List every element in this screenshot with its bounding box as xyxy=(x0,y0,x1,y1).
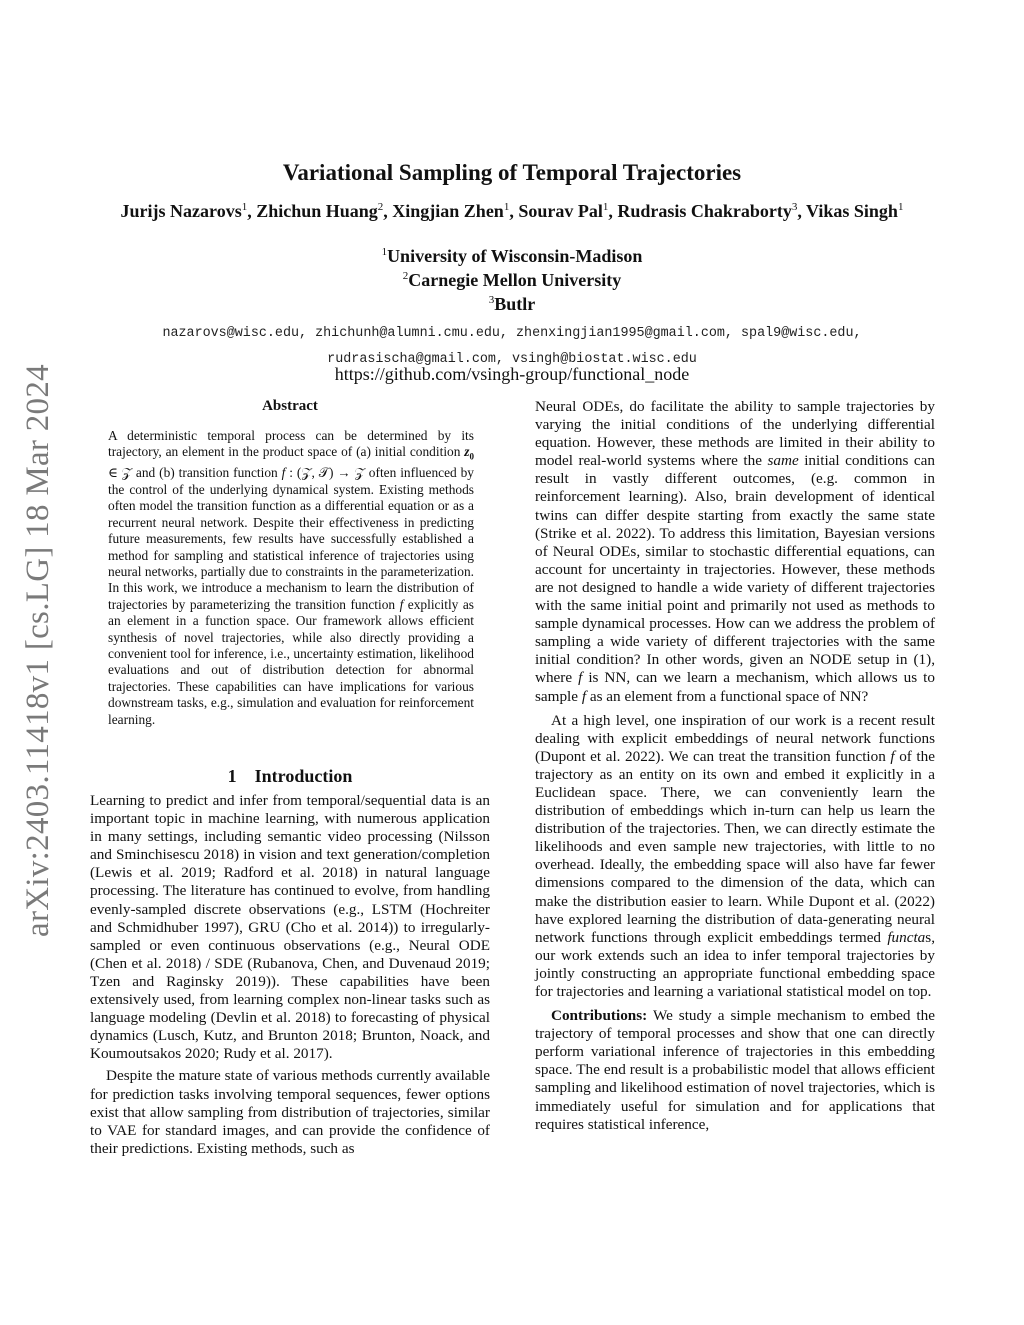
emphasis-functa: functa xyxy=(887,928,926,946)
abstract-part-3: : (𝒵, 𝒯) → 𝒵 often influenced by the control of the underlying dynamical system. Existing methods often model the transition function as a differential equation or as a recurrent neural network. Despite their effectiveness in predicting future measurements, few results have successfully established a method for sampling and statistical inference of trajectories using neural networks, partially due to constraints in the parameterization. In this work, we introduce a mechanism to learn the distribution of trajectories by parameterizing the transition function xyxy=(108,465,475,612)
text-run: Neural ODEs, do facilitate the ability to sample trajectories by varying the initial conditions of the underlying differential equation. However, these methods are limited in their ability to model real-world systems where the xyxy=(535,398,935,470)
author-1: Jurijs Nazarovs xyxy=(120,201,242,221)
text-run: as an element from a functional space of NN? xyxy=(586,687,869,705)
abstract-heading: Abstract xyxy=(262,398,318,414)
emails-line-2: rudrasischa@gmail.com, vsingh@biostat.wisc.edu xyxy=(327,352,697,367)
math-z: z xyxy=(464,444,470,460)
affiliation-1-name: University of Wisconsin-Madison xyxy=(387,246,643,266)
text-run: is NN, can we learn a mechanism, which allows us to sample xyxy=(535,669,935,705)
author-list xyxy=(100,200,924,223)
math-f: f xyxy=(890,747,895,765)
affiliation-1-number: 1 xyxy=(381,246,388,258)
affiliation-2 xyxy=(0,270,1024,291)
right-paragraph-3 xyxy=(535,1007,935,1134)
author-2-affiliation: 2 xyxy=(377,201,384,213)
arxiv-identifier: arXiv:2403.11418v1 [cs.LG] 18 Mar 2024 xyxy=(19,363,56,937)
affiliation-2-number: 2 xyxy=(402,270,409,282)
emphasis-same: same xyxy=(767,452,799,470)
section-number: 1 xyxy=(227,766,237,786)
author-5-affiliation: 3 xyxy=(791,201,798,213)
right-column-body xyxy=(535,398,935,1134)
section-heading-introduction xyxy=(90,766,490,787)
abstract-part-1: A deterministic temporal process can be determined by its trajectory, an element in the product space of (a) initial condition xyxy=(108,428,474,460)
abstract-part-4: explicitly as an element in a function space. Our framework allows efficient synthesis of novel trajectories, while also directly providing a convenient tool for inference, i.e., uncertainty estimation, likelihood evaluations and out of distribution detection for abnormal trajectories. These capabilities can have implications for various downstream tasks, e.g., simulation and evaluation for reinforcement learning. xyxy=(108,596,474,727)
right-paragraph-2 xyxy=(535,712,935,1002)
author-3: , Xingjian Zhen xyxy=(383,201,504,221)
author-3-affiliation: 1 xyxy=(503,201,510,213)
text-run: of the trajectory as an entity on its own and embed it explicitly in a Euclidean space. There, we can conveniently learn the distribution of embeddings which in-turn can help us learn the distribution of the trajectories. Then, we can directly estimate the likelihoods and even sample new trajectories, with little to no overhead. Ideally, the embedding space will also have far fewer dimensions compared to the dimension of the data, which can make the distribution easier to learn. While Dupont et al. (2022) have explored learning the distribution of data-generating neural network functions through explicit embeddings termed xyxy=(535,747,935,946)
arxiv-stamp xyxy=(8,340,68,960)
author-4-affiliation: 1 xyxy=(602,201,609,213)
section-title: Introduction xyxy=(254,766,353,786)
author-4: , Sourav Pal xyxy=(509,201,603,221)
intro-paragraph-2: Despite the mature state of various methods currently available for prediction tasks involving temporal sequences, fewer options exist that allow sampling from distribution of trajectories, similar to VAE for standard images, and can provide the confidence of their predictions. Existing methods, such as xyxy=(90,1067,490,1157)
emails-line-1: nazarovs@wisc.edu, zhichunh@alumni.cmu.edu, zhenxingjian1995@gmail.com, spal9@wisc.edu, xyxy=(162,326,862,341)
text-run: At a high level, one inspiration of our work is a recent result dealing with explicit embeddings of neural network functions (Dupont et al. 2022). We can treat the transition function xyxy=(535,711,935,765)
abstract-text xyxy=(108,428,474,728)
math-z0 xyxy=(464,444,474,463)
contributions-label: Contributions: xyxy=(551,1007,648,1025)
paper-title: Variational Sampling of Temporal Trajectories xyxy=(282,160,742,185)
abstract-part-2: ∈ 𝒵 and (b) transition function xyxy=(108,465,282,481)
author-1-affiliation: 1 xyxy=(241,201,248,213)
math-f: f xyxy=(281,465,286,481)
affiliation-3-name: Butlr xyxy=(494,294,536,314)
author-5: , Rudrasis Chakraborty xyxy=(608,201,792,221)
text-run: s, our work extends such an idea to infer temporal trajectories by jointly constructing an appropriate functional embedding space for trajectories and learning a variational statistical model on top. xyxy=(535,928,935,1000)
text-run: We study a simple mechanism to embed the trajectory of temporal processes and show that one can directly perform variational inference of trajectories in this embedding space. The end result is a probabilistic model that allows efficient sampling and likelihood estimation of novel trajectories, which is immediately useful for simulation and for applications that requires statistical inference, xyxy=(535,1007,935,1133)
affiliation-2-name: Carnegie Mellon University xyxy=(408,270,622,290)
affiliation-3 xyxy=(0,294,1024,315)
intro-paragraph-1: Learning to predict and infer from temporal/sequential data is an important topic in machine learning, with numerous application in many settings, including semantic video processing (Nilsson and Sminchisescu 2018) in vision and text generation/completion (Lewis et al. 2019; Radford et al. 2018) in natural language processing. The literature has continued to evolve, from handling evenly-sampled discrete observations (e.g., LSTM (Hochreiter and Schmidhuber 1997), GRU (Cho et al. 2014)) to irregularly-sampled or even continuous observations (e.g., Neural ODE (Chen et al. 2018) / SDE (Rubanova, Chen, and Duvenaud 2019; Tzen and Raginsky 2019)). These capabilities have been extensively used, from learning complex non-linear tasks such as language modeling (Devlin et al. 2018) to forecasting of physical dynamics (Lusch, Kutz, and Brunton 2018; Brunton, Noack, and Koumoutsakos 2020; Rudy et al. 2017). xyxy=(90,792,490,1063)
github-link[interactable]: https://github.com/vsingh-group/functional_node xyxy=(334,364,690,384)
affiliation-3-number: 3 xyxy=(488,294,495,306)
affiliation-1 xyxy=(0,246,1024,267)
right-paragraph-1 xyxy=(535,398,935,706)
text-run: initial conditions can result in vastly different outcomes, (e.g. common in reinforcement learning). Also, brain development of identical twins can differ despite starting from exactly the same state (Strike et al. 2022). To address this limitation, Bayesian versions of Neural ODEs, similar to stochastic differential equations, can account for uncertainty in trajectories. However, these methods are not designed to handle a wide variety of different trajectories with the same initial point and primarily not used as methods to sample dynamical processes. How can we address the problem of sampling a wide variety of different trajectories with the same initial condition? In other words, given an NODE setup in (1), where xyxy=(535,452,935,687)
author-6-affiliation: 1 xyxy=(897,201,904,213)
author-6: , Vikas Singh xyxy=(797,201,898,221)
author-2: , Zhichun Huang xyxy=(247,201,378,221)
left-column-body xyxy=(90,792,490,1158)
math-f: f xyxy=(578,669,583,687)
math-z-subscript: 0 xyxy=(469,452,474,463)
math-f: f xyxy=(581,687,587,705)
math-f: f xyxy=(399,596,404,612)
